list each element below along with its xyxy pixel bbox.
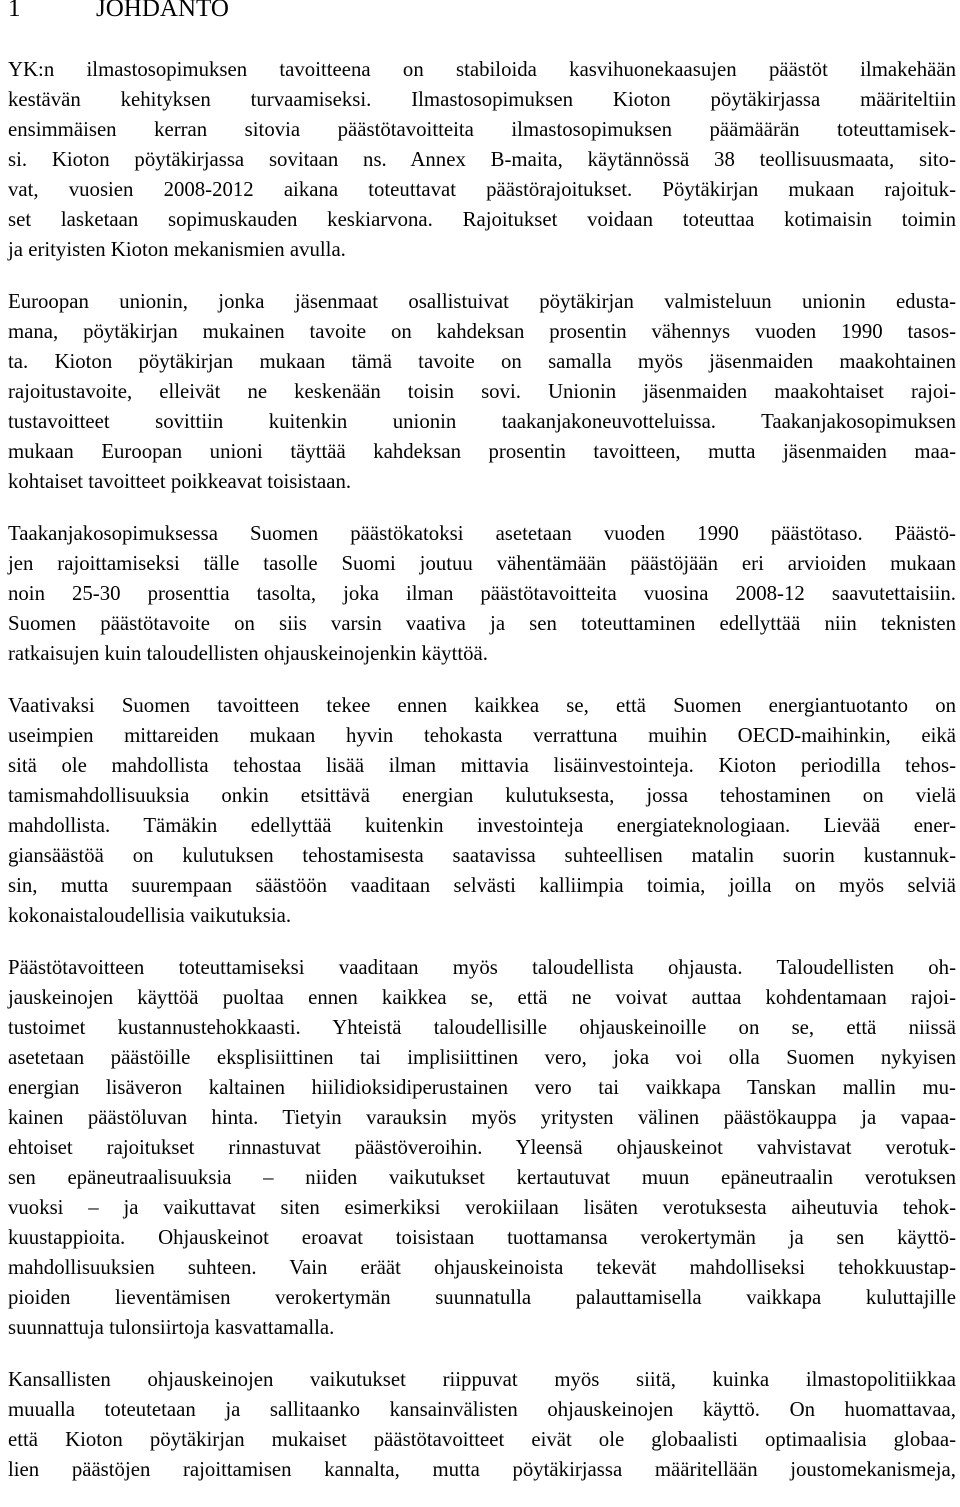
text-line: asetetaan päästöille eksplisiittinen tai implisiittinen vero, joka voi olla Suomen nykyisen (8, 1046, 956, 1069)
text-line: vat, vuosien 2008-2012 aikana toteuttavat päästörajoitukset. Pöytäkirjan mukaan rajoituk- (8, 178, 956, 201)
text-line: rajoitustavoite, elleivät ne keskenään toisin sovi. Unionin jäsenmaiden maakohtaiset rajoi- (8, 380, 956, 403)
text-line: ratkaisujen kuin taloudellisten ohjauskeinojenkin käyttöä. (8, 642, 488, 665)
paragraph (8, 287, 956, 497)
text-line: lien päästöjen rajoittamisen kannalta, mutta pöytäkirjassa määritellään joustomekanismeja, (8, 1458, 956, 1481)
text-line: sitä ole mahdollista tehostaa lisää ilman mittavia lisäinvestointeja. Kioton periodilla tehos- (8, 754, 956, 777)
text-line: Päästötavoitteen toteuttamiseksi vaaditaan myös taloudellista ohjausta. Taloudellisten oh- (8, 956, 956, 979)
text-line: Taakanjakosopimuksessa Suomen päästökatoksi asetetaan vuoden 1990 päästötaso. Päästö- (8, 522, 956, 545)
text-line: ta. Kioton pöytäkirjan mukaan tämä tavoite on samalla myös jäsenmaiden maakohtainen (8, 350, 956, 373)
text-line: ja erityisten Kioton mekanismien avulla. (8, 238, 346, 261)
body-text (8, 55, 956, 1485)
text-line: YK:n ilmastosopimuksen tavoitteena on stabiloida kasvihuonekaasujen päästöt ilmakehään (8, 58, 956, 81)
paragraph (8, 1365, 956, 1485)
paragraph (8, 691, 956, 931)
text-line: että Kioton pöytäkirjan mukaiset päästötavoitteet eivät ole globaalisti optimaalisia globaa- (8, 1428, 956, 1451)
text-line: set lasketaan sopimuskauden keskiarvona. Rajoitukset voidaan toteuttaa kotimaisin toimin (8, 208, 956, 231)
text-line: kokonaistaloudellisia vaikutuksia. (8, 904, 292, 927)
text-line: mahdollista. Tämäkin edellyttää kuitenkin investointeja energiateknologiaan. Lievää ener- (8, 814, 956, 837)
text-line: mukaan Euroopan unioni täyttää kahdeksan prosentin tavoitteen, mutta jäsenmaiden maa- (8, 440, 956, 463)
text-line: si. Kioton pöytäkirjassa sovitaan ns. Annex B-maita, käytännössä 38 teollisuusmaata, sito- (8, 148, 956, 171)
text-line: jauskeinojen käyttöä puoltaa ennen kaikkea se, että ne voivat auttaa kohdentamaan rajoi- (8, 986, 956, 1009)
chapter-title: JOHDANTO (96, 0, 229, 22)
text-line: Kansallisten ohjauskeinojen vaikutukset riippuvat myös siitä, kuinka ilmastopolitiikkaa (8, 1368, 956, 1391)
text-line: Suomen päästötavoite on siis varsin vaativa ja sen toteuttaminen edellyttää niin teknisten (8, 612, 956, 635)
text-line: giansäästöä on kulutuksen tehostamisesta saatavissa suhteellisen matalin suorin kustannuk- (8, 844, 956, 867)
text-line: suunnattuja tulonsiirtoja kasvattamalla. (8, 1316, 335, 1339)
text-line: noin 25-30 prosenttia tasolta, joka ilman päästötavoitteita vuosina 2008-12 saavutettaisiin. (8, 582, 956, 605)
text-line: Vaativaksi Suomen tavoitteen tekee ennen kaikkea se, että Suomen energiantuotanto on (8, 694, 956, 717)
text-line: ensimmäisen kerran sitovia päästötavoitteita ilmastosopimuksen päämäärän toteuttamisek- (8, 118, 956, 141)
paragraph (8, 519, 956, 669)
document-page (8, 0, 956, 1507)
paragraph (8, 953, 956, 1343)
chapter-number: 1 (8, 0, 21, 22)
text-line: sen epäneutraalisuuksia – niiden vaikutukset kertautuvat muun epäneutraalin verotuksen (8, 1166, 956, 1189)
text-line: kestävän kehityksen turvaamiseksi. Ilmastosopimuksen Kioton pöytäkirjassa määriteltiin (8, 88, 956, 111)
text-line: pioiden lieventämisen verokertymän suunnatulla palauttamisella vaikkapa kuluttajille (8, 1286, 956, 1309)
text-line: vuoksi – ja vaikuttavat siten esimerkiksi verokiilaan lisäten verotuksesta aiheutuvia tehok- (8, 1196, 956, 1219)
text-line: energian lisäveron kaltainen hiilidioksidiperustainen vero tai vaikkapa Tanskan mallin mu- (8, 1076, 956, 1099)
paragraph (8, 55, 956, 265)
text-line: mahdollisuuksien suhteen. Vain eräät ohjauskeinoista tekevät mahdolliseksi tehokkuustap- (8, 1256, 956, 1279)
text-line: kuustappioita. Ohjauskeinot eroavat toisistaan tuottamansa verokertymän ja sen käyttö- (8, 1226, 956, 1249)
text-line: mana, pöytäkirjan mukainen tavoite on kahdeksan prosentin vähennys vuoden 1990 tasos- (8, 320, 956, 343)
text-line: tustoimet kustannustehokkaasti. Yhteistä taloudellisille ohjauskeinoille on se, että niissä (8, 1016, 956, 1039)
text-line: kohtaiset tavoitteet poikkeavat toisistaan. (8, 470, 352, 493)
text-line: ehtoiset rajoitukset rinnastuvat päästöveroihin. Yleensä ohjauskeinot vahvistavat verotuk- (8, 1136, 956, 1159)
text-line: Euroopan unionin, jonka jäsenmaat osallistuivat pöytäkirjan valmisteluun unionin edusta- (8, 290, 956, 313)
text-line: sin, mutta suurempaan säästöön vaaditaan selvästi kalliimpia toimia, joilla on myös selviä (8, 874, 956, 897)
chapter-heading (8, 0, 956, 25)
text-line: kainen päästöluvan hinta. Tietyin varauksin myös yritysten välinen päästökauppa ja vapaa- (8, 1106, 956, 1129)
text-line: muualla toteutetaan ja sallitaanko kansainvälisten ohjauskeinojen käyttö. On huomattavaa, (8, 1398, 956, 1421)
text-line: useimpien mittareiden mukaan hyvin tehokasta verrattuna muihin OECD-maihinkin, eikä (8, 724, 956, 747)
text-line: tamismahdollisuuksia onkin etsittävä energian kulutuksesta, jossa tehostaminen on vielä (8, 784, 956, 807)
text-line: tustavoitteet sovittiin kuitenkin unionin taakanjakoneuvotteluissa. Taakanjakosopimuksen (8, 410, 956, 433)
text-line: jen rajoittamiseksi tälle tasolle Suomi joutuu vähentämään päästöjään eri arvioiden mukaan (8, 552, 956, 575)
